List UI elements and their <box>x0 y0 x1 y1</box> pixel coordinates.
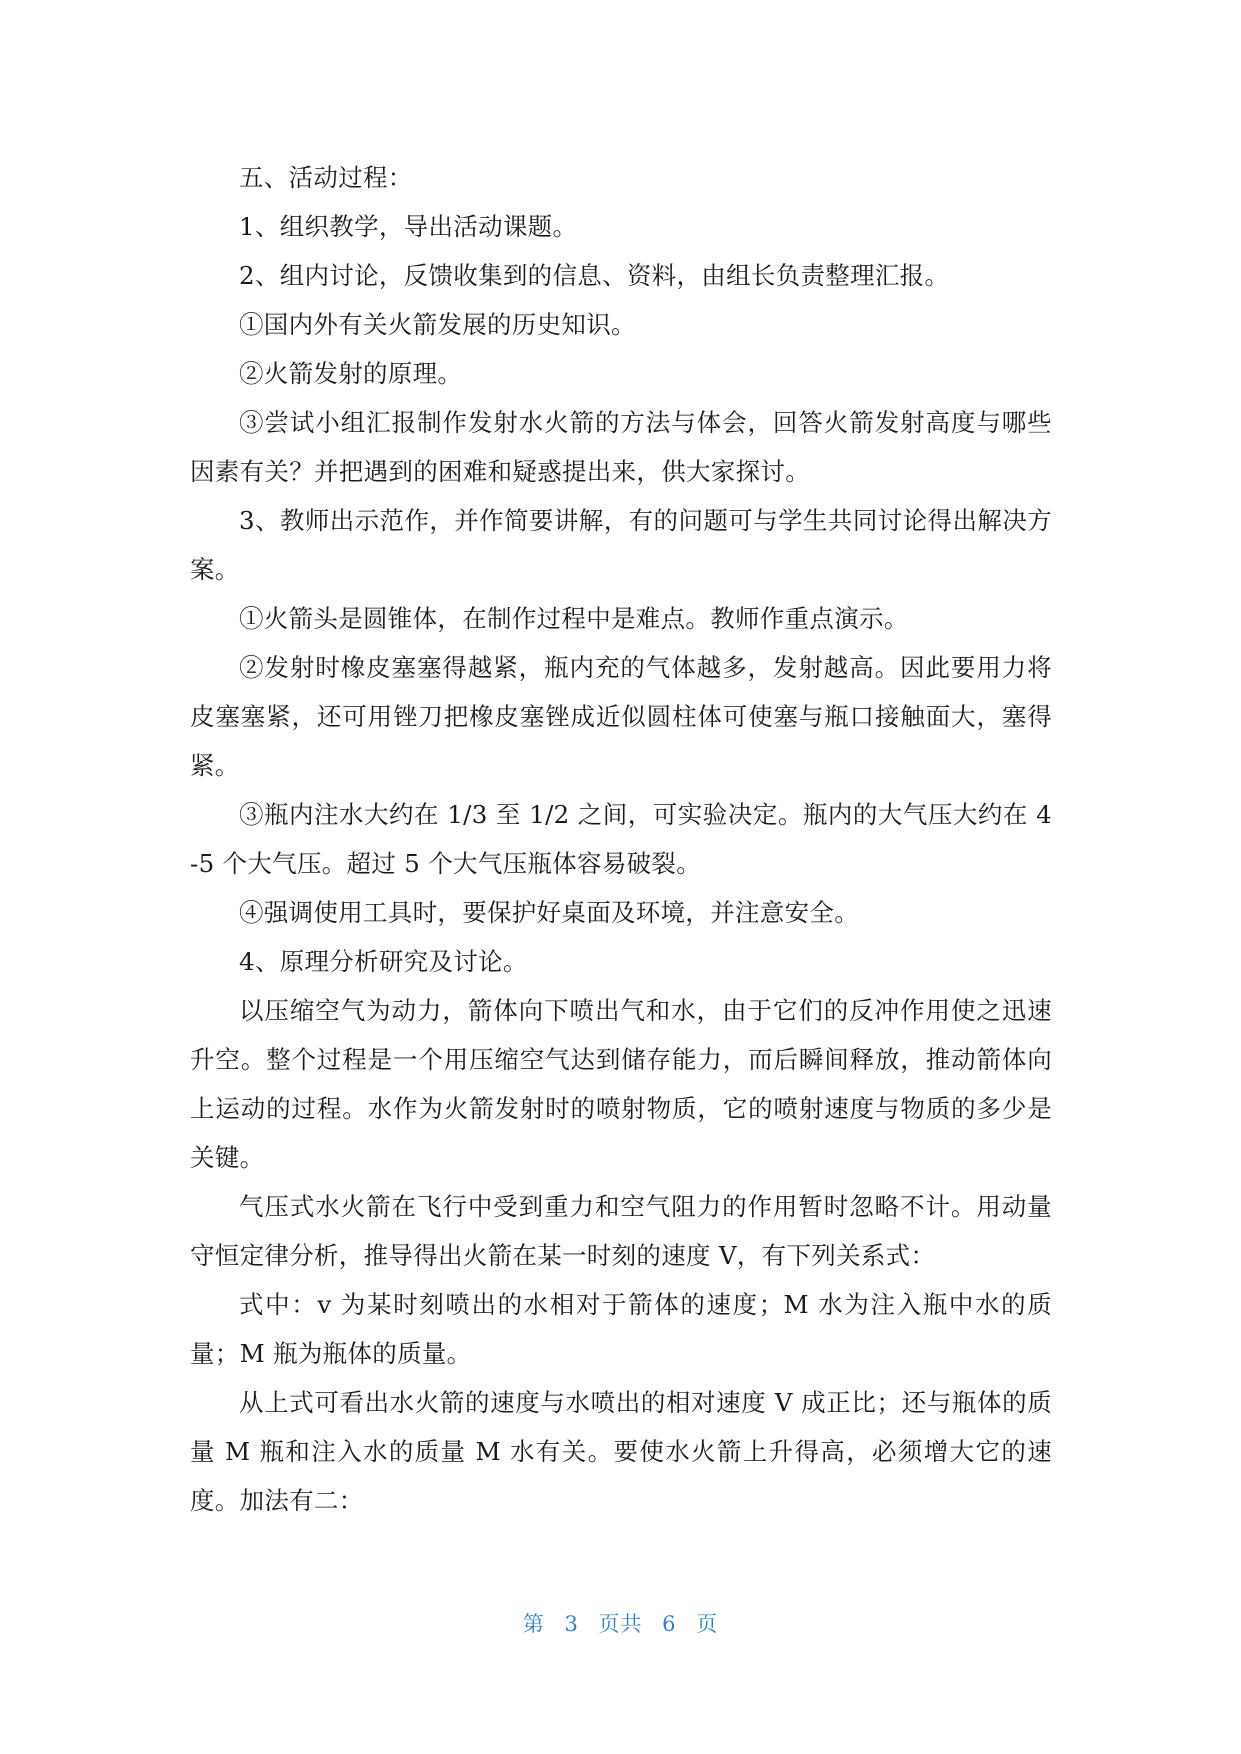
step-4: 4、原理分析研究及讨论。 <box>239 947 528 976</box>
principle-paragraph: 以压缩空气为动力，箭体向下喷出气和水，由于它们的反冲作用使之迅速升空。整个过程是一个用压缩空气达到储存能力，而后瞬间释放，推动箭体向上运动的过程。水作为火箭发射时的喷射物质，它的喷射速度与物质的多少是关键。 <box>190 996 1052 1172</box>
step-3-item-3: ③瓶内注水大约在 1/3 至 1/2 之间，可实验决定。瓶内的大气压大约在 4-5 个大气压。超过 5 个大气压瓶体容易破裂。 <box>190 800 1052 878</box>
step-1: 1、组织教学，导出活动课题。 <box>239 212 578 241</box>
step-2-item-1: ①国内外有关火箭发展的历史知识。 <box>239 310 636 339</box>
step-2-item-2: ②火箭发射的原理。 <box>239 359 463 388</box>
step-3: 3、教师出示范作，并作简要讲解，有的问题可与学生共同讨论得出解决方案。 <box>190 506 1052 584</box>
step-3-item-2: ②发射时橡皮塞塞得越紧，瓶内充的气体越多，发射越高。因此要用力将皮塞塞紧，还可用锉刀把橡皮塞锉成近似圆柱体可使塞与瓶口接触面大，塞得紧。 <box>190 653 1052 780</box>
page-footer: 第 3 页共 6 页 <box>522 1612 719 1636</box>
section-heading: 五、活动过程： <box>239 163 413 192</box>
step-2-item-3: ③尝试小组汇报制作发射水火箭的方法与体会，回答火箭发射高度与哪些因素有关？并把遇到的困难和疑惑提出来，供大家探讨。 <box>190 408 1052 486</box>
conclusion-paragraph: 从上式可看出水火箭的速度与水喷出的相对速度 V 成正比；还与瓶体的质量 M 瓶和注入水的质量 M 水有关。要使水火箭上升得高，必须增大它的速度。加法有二： <box>190 1388 1052 1515</box>
step-3-item-4: ④强调使用工具时，要保护好桌面及环境，并注意安全。 <box>239 898 859 927</box>
formula-explanation: 式中：v 为某时刻喷出的水相对于箭体的速度；M 水为注入瓶中水的质量；M 瓶为瓶体的质量。 <box>190 1290 1052 1368</box>
document-body <box>190 153 1052 1525</box>
step-2: 2、组内讨论，反馈收集到的信息、资料，由组长负责整理汇报。 <box>239 261 950 290</box>
momentum-paragraph: 气压式水火箭在飞行中受到重力和空气阻力的作用暂时忽略不计。用动量守恒定律分析，推导得出火箭在某一时刻的速度 V，有下列关系式： <box>190 1192 1052 1270</box>
step-3-item-1: ①火箭头是圆锥体，在制作过程中是难点。教师作重点演示。 <box>239 604 909 633</box>
